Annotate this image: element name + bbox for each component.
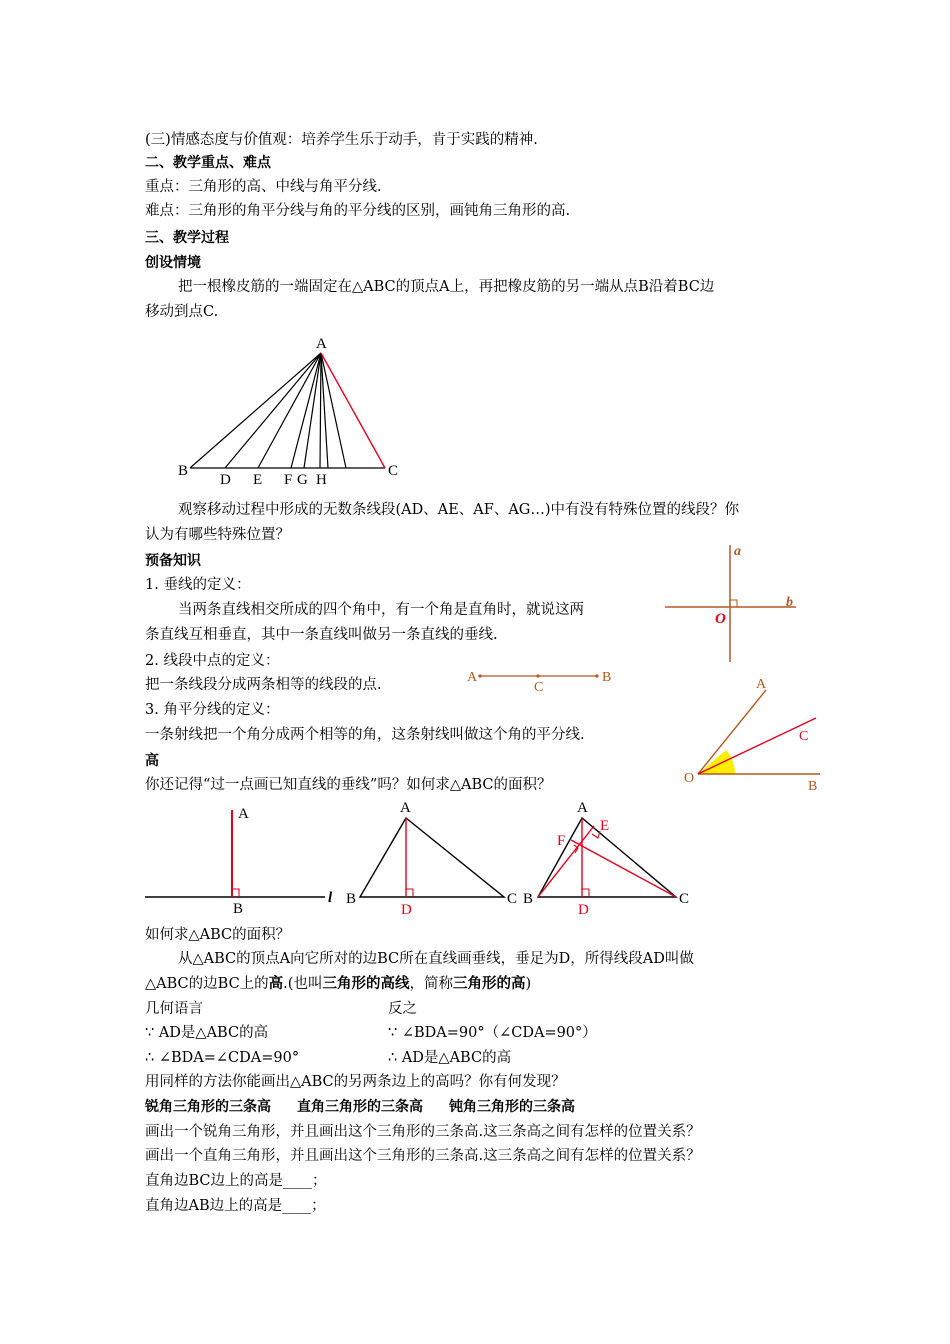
label-f: F bbox=[284, 472, 293, 488]
text-line: ∴ ∠BDA=∠CDA=90° bbox=[145, 1050, 300, 1066]
text-line: 2. 线段中点的定义： bbox=[145, 653, 280, 669]
label-e: E bbox=[600, 818, 610, 834]
label-b: B bbox=[523, 891, 534, 907]
label-f: F bbox=[557, 833, 566, 849]
label-a: A bbox=[400, 800, 411, 816]
text-line: 1. 垂线的定义： bbox=[145, 577, 251, 593]
paragraph-line: 观察移动过程中形成的无数条线段(AD、AE、AF、AG…)中有没有特殊位置的线段？你 bbox=[178, 502, 740, 518]
subsection-heading: 预备知识 bbox=[145, 553, 201, 569]
perpendicular-lines-figure bbox=[660, 540, 800, 665]
label-o: O bbox=[715, 611, 726, 627]
triangle-three-altitudes-figure bbox=[520, 796, 700, 918]
paragraph-line: 从△ABC的顶点A向它所对的边BC所在直线画垂线，垂足为D，所得线段AD叫做 bbox=[178, 951, 694, 967]
subsection-heading: 高 bbox=[145, 753, 159, 769]
paragraph-line: 认为有哪些特殊位置？ bbox=[145, 527, 290, 543]
label-d: D bbox=[578, 902, 589, 918]
label-a: A bbox=[577, 800, 588, 816]
label-a: A bbox=[238, 806, 249, 822]
label-c: C bbox=[534, 680, 544, 694]
paragraph-line: 把一根橡皮筋的一端固定在△ABC的顶点A上，再把橡皮筋的另一端从点B沿着BC边 bbox=[178, 279, 715, 295]
text-line: 你还记得“过一点画已知直线的垂线”吗？如何求△ABC的面积？ bbox=[145, 777, 552, 793]
label-b: B bbox=[346, 891, 357, 907]
label-e: E bbox=[253, 472, 263, 488]
section-heading: 二、教学重点、难点 bbox=[145, 155, 271, 171]
label-g: G bbox=[297, 472, 308, 488]
text-line: 反之 bbox=[388, 1001, 417, 1017]
subsection-heading bbox=[145, 1097, 575, 1117]
paragraph-line: 移动到点C. bbox=[145, 304, 219, 320]
label-l: l bbox=[328, 890, 333, 906]
text-line: 直角边BC边上的高是____； bbox=[145, 1173, 327, 1189]
label-a: a bbox=[734, 544, 741, 559]
emphasis-term: 三角形的高线 bbox=[322, 975, 410, 992]
label-b: B bbox=[178, 463, 189, 479]
text-line: (三)情感态度与价值观：培养学生乐于动手，肯于实践的精神. bbox=[145, 132, 538, 148]
label-a: A bbox=[316, 336, 327, 352]
paragraph-line bbox=[145, 974, 531, 994]
text-line: ∴ AD是△ABC的高 bbox=[388, 1050, 512, 1066]
text-line: ∵ AD是△ABC的高 bbox=[145, 1025, 269, 1041]
section-heading: 三、教学过程 bbox=[145, 230, 229, 246]
label-d: D bbox=[401, 902, 412, 918]
label-b: B bbox=[602, 670, 612, 685]
text-run: ，简称 bbox=[409, 976, 453, 992]
midpoint-segment-figure bbox=[462, 666, 622, 694]
emphasis-term: 高 bbox=[268, 975, 284, 992]
text-run: .(也叫 bbox=[283, 976, 323, 992]
text-line: 画出一个锐角三角形，并且画出这个三角形的三条高.这三条高之间有怎样的位置关系？ bbox=[145, 1124, 701, 1140]
subsection-heading: 创设情境 bbox=[145, 255, 201, 271]
text-run: △ABC的边BC上的 bbox=[145, 976, 269, 992]
text-line: 3. 角平分线的定义： bbox=[145, 702, 280, 718]
label-c: C bbox=[388, 463, 399, 479]
text-line: 画出一个直角三角形，并且画出这个三角形的三条高.这三条高之间有怎样的位置关系？ bbox=[145, 1148, 701, 1164]
heading-obtuse: 钝角三角形的三条高 bbox=[449, 1099, 575, 1115]
emphasis-term: 三角形的高 bbox=[452, 975, 526, 992]
angle-bisector-figure bbox=[680, 670, 830, 800]
paragraph-line: 条直线互相垂直，其中一条直线叫做另一条直线的垂线. bbox=[145, 627, 498, 643]
label-b: b bbox=[786, 595, 793, 610]
label-c: C bbox=[507, 891, 518, 907]
heading-acute: 锐角三角形的三条高 bbox=[145, 1099, 271, 1115]
text-line: 直角边AB边上的高是____； bbox=[145, 1198, 326, 1214]
label-o: O bbox=[684, 771, 695, 786]
fan-segments-figure bbox=[170, 333, 410, 491]
label-a: A bbox=[467, 670, 478, 685]
label-b: B bbox=[233, 901, 244, 917]
label-h: H bbox=[316, 472, 327, 488]
label-c: C bbox=[679, 891, 690, 907]
line-perpendicular-figure bbox=[140, 798, 350, 918]
triangle-altitude-figure bbox=[340, 796, 520, 918]
label-d: D bbox=[220, 472, 231, 488]
text-line: 一条射线把一个角分成两个相等的角，这条射线叫做这个角的平分线. bbox=[145, 727, 585, 743]
paragraph-line: 当两条直线相交所成的四个角中，有一个角是直角时，就说这两 bbox=[178, 602, 584, 618]
text-line: 用同样的方法你能画出△ABC的另两条边上的高吗？你有何发现？ bbox=[145, 1074, 566, 1090]
text-line: 难点：三角形的角平分线与角的平分线的区别，画钝角三角形的高. bbox=[145, 203, 571, 219]
text-line: 如何求△ABC的面积？ bbox=[145, 927, 291, 943]
text-line: 几何语言 bbox=[145, 1001, 203, 1017]
text-line: 把一条线段分成两条相等的线段的点. bbox=[145, 677, 382, 693]
label-b: B bbox=[808, 779, 818, 794]
label-a: A bbox=[756, 677, 767, 692]
label-c: C bbox=[799, 729, 809, 744]
text-line: 重点：三角形的高、中线与角平分线. bbox=[145, 179, 382, 195]
heading-right: 直角三角形的三条高 bbox=[297, 1099, 423, 1115]
text-line: ∵ ∠BDA=90°（∠CDA=90°） bbox=[388, 1025, 597, 1041]
text-run: ) bbox=[525, 976, 532, 992]
